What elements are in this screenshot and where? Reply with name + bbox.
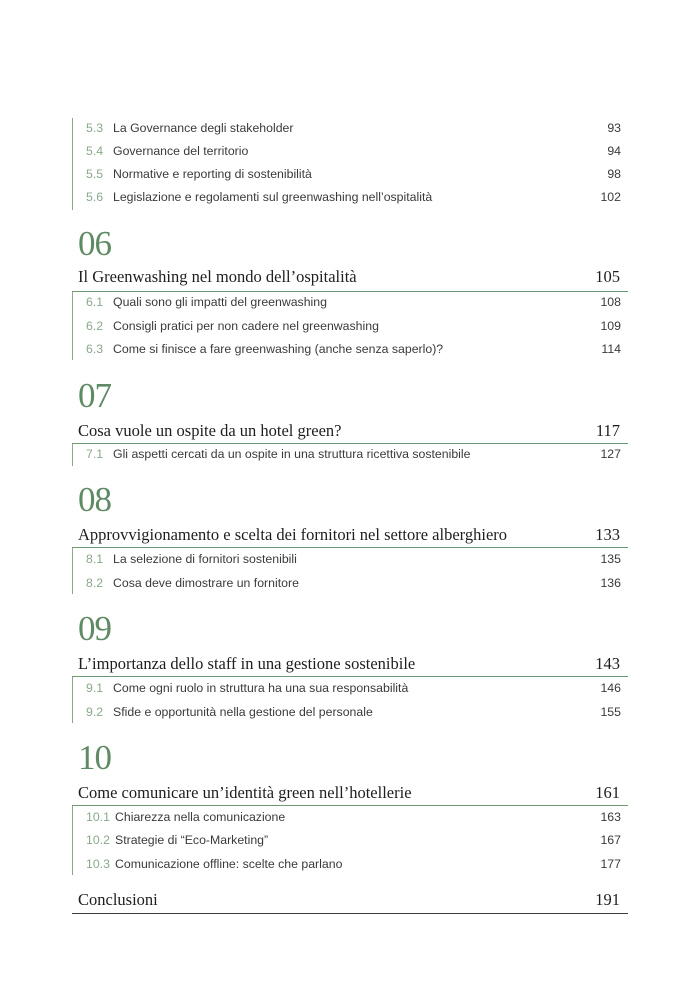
section-bar [72, 677, 73, 723]
conclusion-page: 191 [595, 890, 620, 909]
toc-entry[interactable] [78, 339, 623, 359]
entry-title: Sfide e opportunità nella gestione del personale [113, 705, 373, 719]
entry-title: La selezione di fornitori sostenibili [113, 552, 297, 566]
chapter-number: 08 [78, 480, 111, 519]
toc-entry[interactable] [78, 678, 623, 698]
entry-title: Normative e reporting di sostenibilità [113, 167, 312, 181]
chapter-heading[interactable] [78, 524, 623, 548]
entry-number: 10.3 [86, 857, 110, 871]
entry-page: 155 [600, 705, 621, 719]
chapter-rule [72, 805, 628, 806]
entry-page: 163 [600, 810, 621, 824]
entry-page: 98 [607, 167, 621, 181]
entry-number: 5.5 [86, 167, 104, 181]
entry-title: Cosa deve dimostrare un fornitore [113, 576, 299, 590]
entry-number: 10.2 [86, 833, 110, 847]
conclusion-rule [72, 913, 628, 914]
toc-entry[interactable] [78, 549, 623, 569]
entry-page: 136 [600, 576, 621, 590]
entry-title: Comunicazione offline: scelte che parlano [115, 857, 343, 871]
entry-title: Gli aspetti cercati da un ospite in una struttura ricettiva sostenibile [113, 447, 471, 461]
chapter-page: 161 [595, 783, 620, 802]
entry-page: 102 [600, 190, 621, 204]
toc-entry[interactable] [78, 830, 623, 850]
entry-page: 135 [600, 552, 621, 566]
entry-title: Governance del territorio [113, 144, 249, 158]
entry-page: 108 [600, 295, 621, 309]
chapter-number: 06 [78, 224, 111, 263]
entry-page: 109 [600, 319, 621, 333]
entry-page: 146 [600, 681, 621, 695]
section-bar [72, 444, 73, 466]
entry-page: 167 [600, 833, 621, 847]
section-bar [72, 806, 73, 875]
section-bar [72, 118, 73, 210]
entry-number: 7.1 [86, 447, 104, 461]
toc-entry[interactable] [78, 316, 623, 336]
entry-number: 5.6 [86, 190, 104, 204]
chapter-title: Cosa vuole un ospite da un hotel green? [78, 421, 342, 440]
chapter-heading[interactable] [78, 266, 623, 290]
chapter-title: Approvvigionamento e scelta dei fornitori nel settore alberghiero [78, 525, 508, 544]
toc-entry[interactable] [78, 807, 623, 827]
toc-entry[interactable] [78, 854, 623, 874]
entry-number: 6.1 [86, 295, 104, 309]
chapter-rule [72, 676, 628, 677]
entry-number: 8.1 [86, 552, 104, 566]
entry-number: 8.2 [86, 576, 104, 590]
entry-title: Quali sono gli impatti del greenwashing [113, 295, 327, 309]
entry-title: La Governance degli stakeholder [113, 121, 294, 135]
entry-title: Come ogni ruolo in struttura ha una sua responsabilità [113, 681, 409, 695]
entry-title: Strategie di “Eco-Marketing” [115, 833, 269, 847]
section-bar [72, 292, 73, 360]
conclusion-title: Conclusioni [78, 890, 158, 909]
toc-entry[interactable] [78, 292, 623, 312]
toc-entry[interactable] [78, 118, 623, 138]
entry-title: Consigli pratici per non cadere nel greenwashing [113, 319, 379, 333]
conclusion-heading[interactable] [78, 889, 623, 913]
entry-number: 6.2 [86, 319, 104, 333]
chapter-rule [72, 547, 628, 548]
chapter-title: Il Greenwashing nel mondo dell’ospitalità [78, 267, 357, 286]
chapter-page: 133 [595, 525, 620, 544]
chapter-page: 117 [595, 421, 620, 440]
entry-page: 177 [600, 857, 621, 871]
entry-page: 127 [600, 447, 621, 461]
entry-number: 5.3 [86, 121, 104, 135]
toc-entry[interactable] [78, 702, 623, 722]
chapter-heading[interactable] [78, 782, 623, 806]
entry-page: 94 [607, 144, 621, 158]
chapter-number: 09 [78, 609, 111, 648]
toc-entry[interactable] [78, 141, 623, 161]
entry-number: 5.4 [86, 144, 104, 158]
entry-page: 93 [607, 121, 621, 135]
toc-entry[interactable] [78, 164, 623, 184]
entry-number: 10.1 [86, 810, 110, 824]
chapter-page: 105 [595, 267, 620, 286]
toc-entry[interactable] [78, 187, 623, 207]
entry-number: 9.1 [86, 681, 104, 695]
chapter-number: 07 [78, 376, 111, 415]
entry-title: Legislazione e regolamenti sul greenwashing nell’ospitalità [113, 190, 433, 204]
toc-entry[interactable] [78, 573, 623, 593]
entry-number: 9.2 [86, 705, 104, 719]
chapter-page: 143 [595, 654, 620, 673]
entry-title: Chiarezza nella comunicazione [115, 810, 286, 824]
chapter-number: 10 [78, 738, 111, 777]
chapter-title: L’importanza dello staff in una gestione sostenibile [78, 654, 416, 673]
entry-page: 114 [601, 342, 621, 356]
entry-number: 6.3 [86, 342, 104, 356]
chapter-title: Come comunicare un’identità green nell’hotellerie [78, 783, 412, 802]
toc-entry[interactable] [78, 444, 623, 464]
entry-title: Come si finisce a fare greenwashing (anche senza saperlo)? [113, 342, 444, 356]
chapter-heading[interactable] [78, 653, 623, 677]
section-bar [72, 548, 73, 594]
chapter-heading[interactable] [78, 420, 623, 444]
